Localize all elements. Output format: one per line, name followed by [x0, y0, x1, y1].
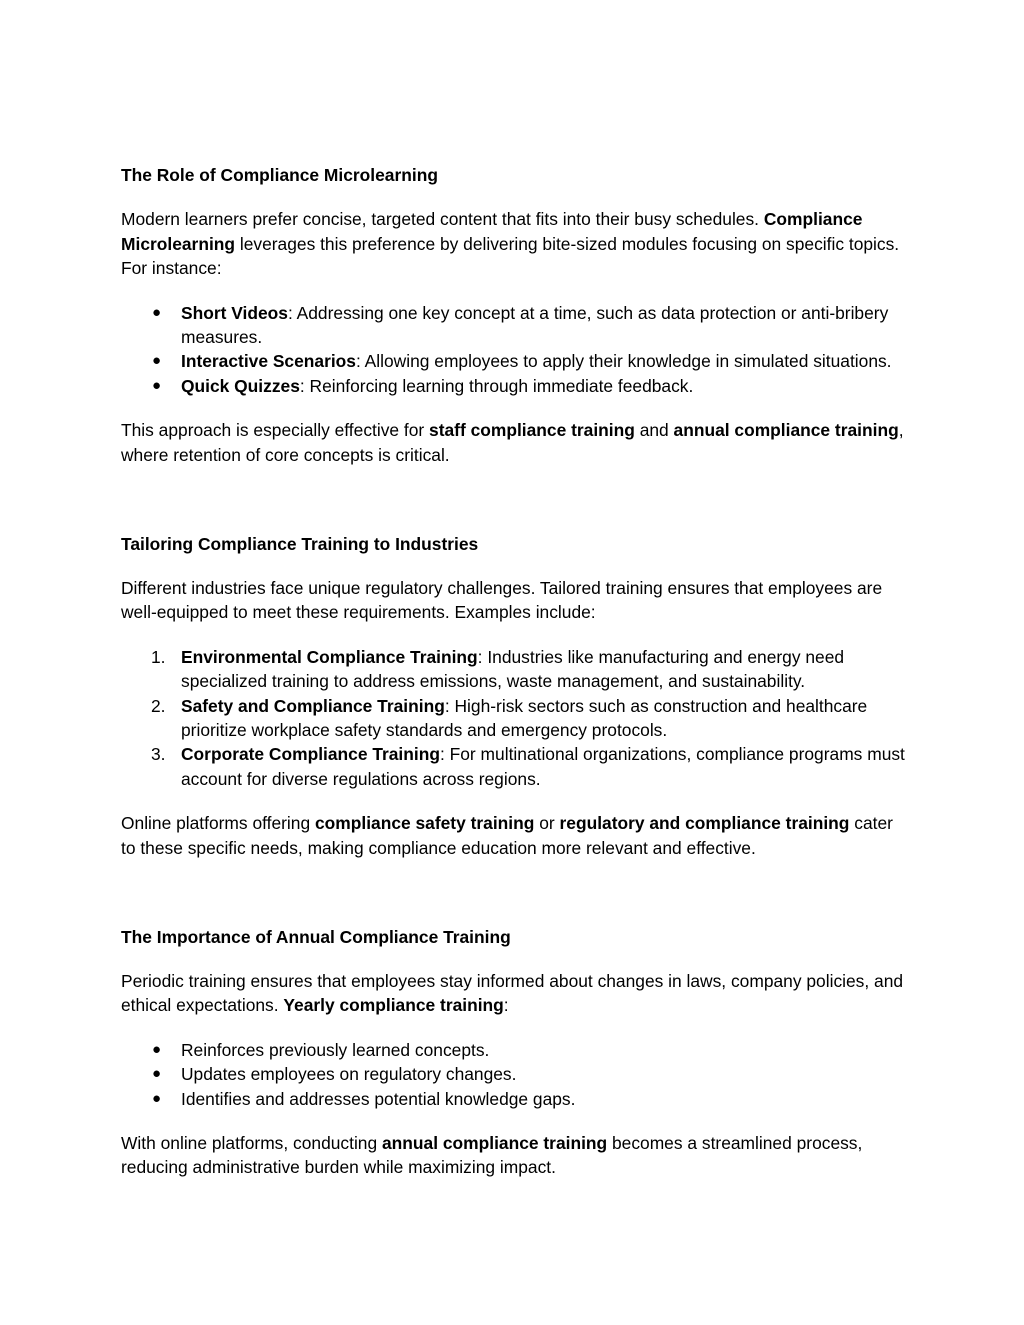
list-item: ● Interactive Scenarios: Allowing employees to apply their knowledge in simulated situations.	[121, 349, 911, 373]
section-intro: Modern learners prefer concise, targeted content that fits into their busy schedules. Compliance Microlearning leverages this preference by delivering bite-sized modules focusing on specific topics. For instance:	[121, 209, 900, 279]
bullet-icon: ●	[152, 303, 162, 321]
list-item: ● Identifies and addresses potential knowledge gaps.	[121, 1087, 911, 1111]
section-heading: The Importance of Annual Compliance Training	[121, 926, 511, 947]
list-item: ● Reinforces previously learned concepts.	[121, 1038, 911, 1062]
section-heading: Tailoring Compliance Training to Industries	[121, 533, 479, 554]
list-item: ● Short Videos: Addressing one key concept at a time, such as data protection or anti-bribery measures.	[152, 302, 889, 348]
bullet-icon: ●	[152, 1040, 162, 1058]
section-outro: This approach is especially effective for staff compliance training and annual compliance training, where retention of core concepts is critical.	[121, 420, 904, 465]
document-page	[121, 163, 911, 1180]
list-item: 1. Environmental Compliance Training: Industries like manufacturing and energy need specialized training to address emissions, waste management, and sustainability.	[151, 646, 845, 692]
section-annual-compliance	[121, 925, 911, 1180]
bullet-icon: ●	[152, 1089, 162, 1107]
list-number: 1.	[151, 646, 166, 667]
bullet-icon: ●	[152, 376, 162, 394]
section-outro: With online platforms, conducting annual compliance training becomes a streamlined process, reducing administrative burden while maximizing impact.	[121, 1132, 863, 1178]
list-item: ● Updates employees on regulatory changes.	[121, 1062, 911, 1086]
section-compliance-microlearning	[121, 163, 911, 467]
list-item: ● Quick Quizzes: Reinforcing learning through immediate feedback.	[121, 374, 911, 398]
bullet-icon: ●	[152, 1065, 162, 1083]
bullet-icon: ●	[152, 352, 162, 370]
section-intro: Periodic training ensures that employees stay informed about changes in laws, company policies, and ethical expectations. Yearly compliance training:	[121, 970, 904, 1016]
numbered-list	[121, 645, 911, 791]
list-item: 3. Corporate Compliance Training: For multinational organizations, compliance programs must account for diverse regulations across regions.	[151, 744, 905, 789]
section-intro: Different industries face unique regulatory challenges. Tailored training ensures that employees are well-equipped to meet these requirements. Examples include:	[121, 577, 883, 623]
list-number: 3.	[151, 744, 166, 765]
list-item: 2. Safety and Compliance Training: High-risk sectors such as construction and healthcare prioritize workplace safety standards and emergency protocols.	[151, 695, 868, 740]
bullet-list	[121, 1038, 911, 1111]
list-number: 2.	[151, 695, 166, 716]
section-tailoring-industries	[121, 532, 911, 860]
section-outro: Online platforms offering compliance safety training or regulatory and compliance training cater to these specific needs, making compliance education more relevant and effective.	[121, 813, 893, 858]
section-heading: The Role of Compliance Microlearning	[121, 165, 438, 185]
bullet-list	[121, 301, 911, 399]
